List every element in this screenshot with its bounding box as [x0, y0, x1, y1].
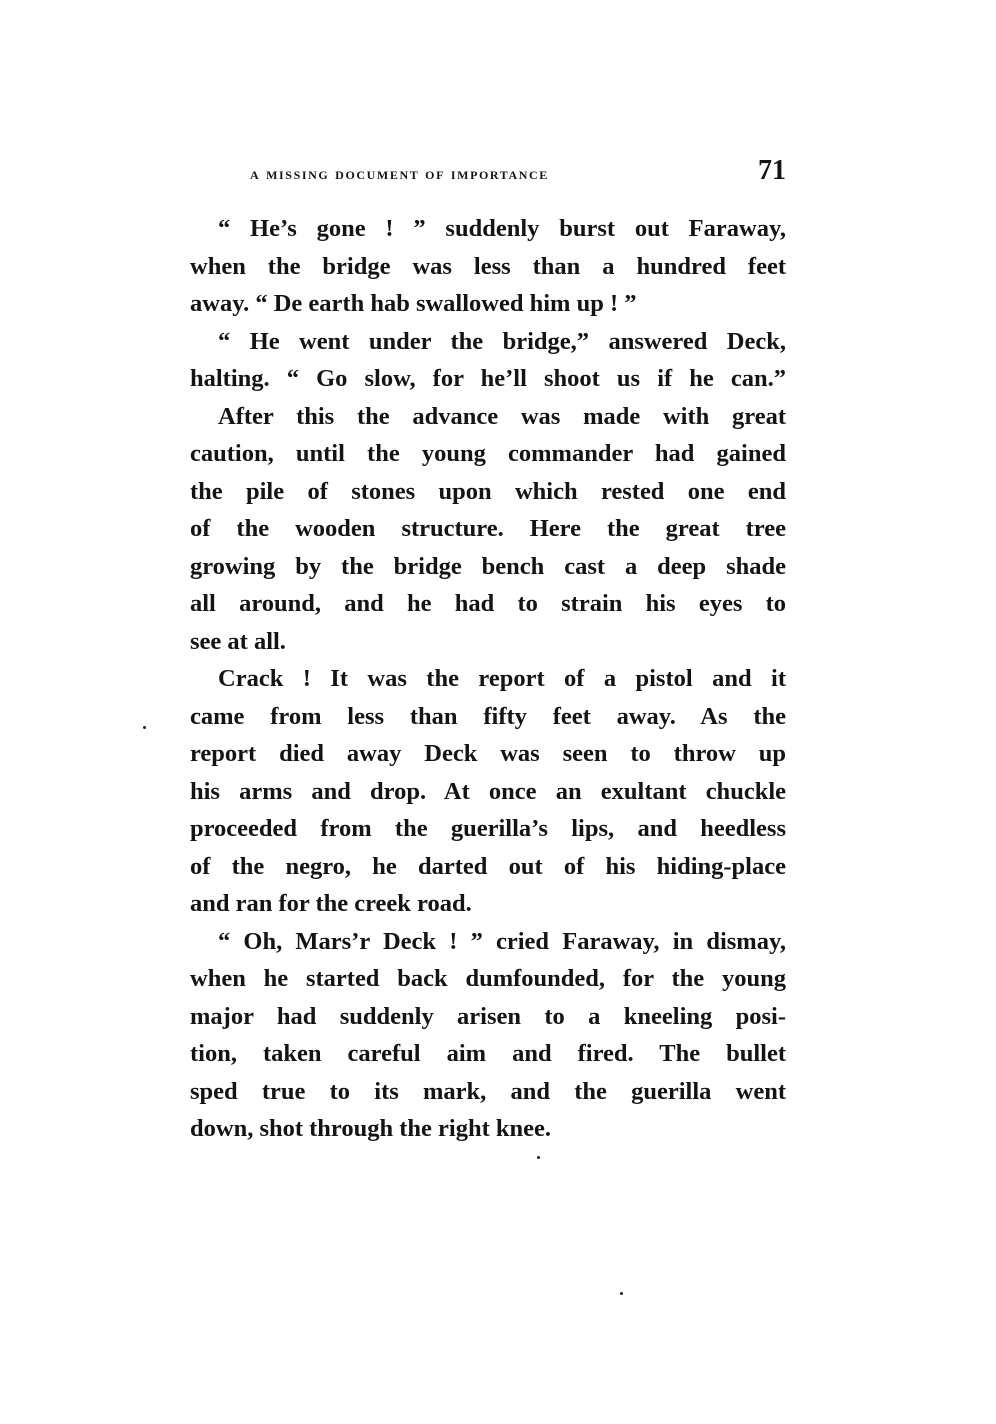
text-line: proceeded from the guerilla’s lips, and heedless [190, 815, 786, 842]
text-line: his arms and drop. At once an exultant chuckle [190, 777, 786, 805]
paragraph [190, 323, 786, 398]
scan-speck [143, 726, 146, 729]
text-line: and ran for the creek road. [190, 890, 472, 917]
scan-speck [620, 1292, 623, 1295]
text-line: down, shot through the right knee. [190, 1115, 551, 1142]
paragraph [190, 660, 786, 923]
paragraph [190, 210, 786, 323]
running-head [250, 155, 786, 191]
text-line: of the negro, he darted out of his hiding-place [190, 852, 786, 880]
text-line: caution, until the young commander had gained [190, 440, 786, 467]
body-text [190, 210, 786, 1148]
text-line: sped true to its mark, and the guerilla went [190, 1077, 786, 1105]
text-line: all around, and he had to strain his eyes to [190, 590, 786, 617]
text-line: Crack ! It was the report of a pistol and it [218, 665, 786, 692]
text-line: “ Oh, Mars’r Deck ! ” cried Faraway, in dismay, [218, 927, 786, 955]
text-line: when he started back dumfounded, for the young [190, 965, 786, 992]
text-line: when the bridge was less than a hundred feet [190, 252, 786, 280]
paragraph [190, 398, 786, 661]
text-line: came from less than fifty feet away. As the [190, 702, 786, 730]
running-title: a missing document of importance [250, 164, 549, 183]
text-line: the pile of stones upon which rested one end [190, 477, 786, 505]
text-line: “ He’s gone ! ” suddenly burst out Faraway, [218, 215, 786, 242]
text-line: of the wooden structure. Here the great tree [190, 515, 786, 542]
text-line: tion, taken careful aim and fired. The bullet [190, 1040, 786, 1067]
text-line: growing by the bridge bench cast a deep shade [190, 552, 786, 580]
page-number: 71 [758, 155, 786, 186]
text-line: away. “ De earth hab swallowed him up ! ” [190, 290, 637, 317]
text-line: major had suddenly arisen to a kneeling posi- [190, 1002, 786, 1030]
paragraph [190, 923, 786, 1148]
text-line: see at all. [190, 627, 286, 655]
text-line: “ He went under the bridge,” answered Deck, [218, 327, 786, 355]
text-line: After this the advance was made with great [218, 402, 786, 430]
text-line: report died away Deck was seen to throw up [190, 740, 786, 767]
text-line: halting. “ Go slow, for he’ll shoot us if he can.” [190, 365, 786, 392]
scan-speck [537, 1156, 540, 1159]
